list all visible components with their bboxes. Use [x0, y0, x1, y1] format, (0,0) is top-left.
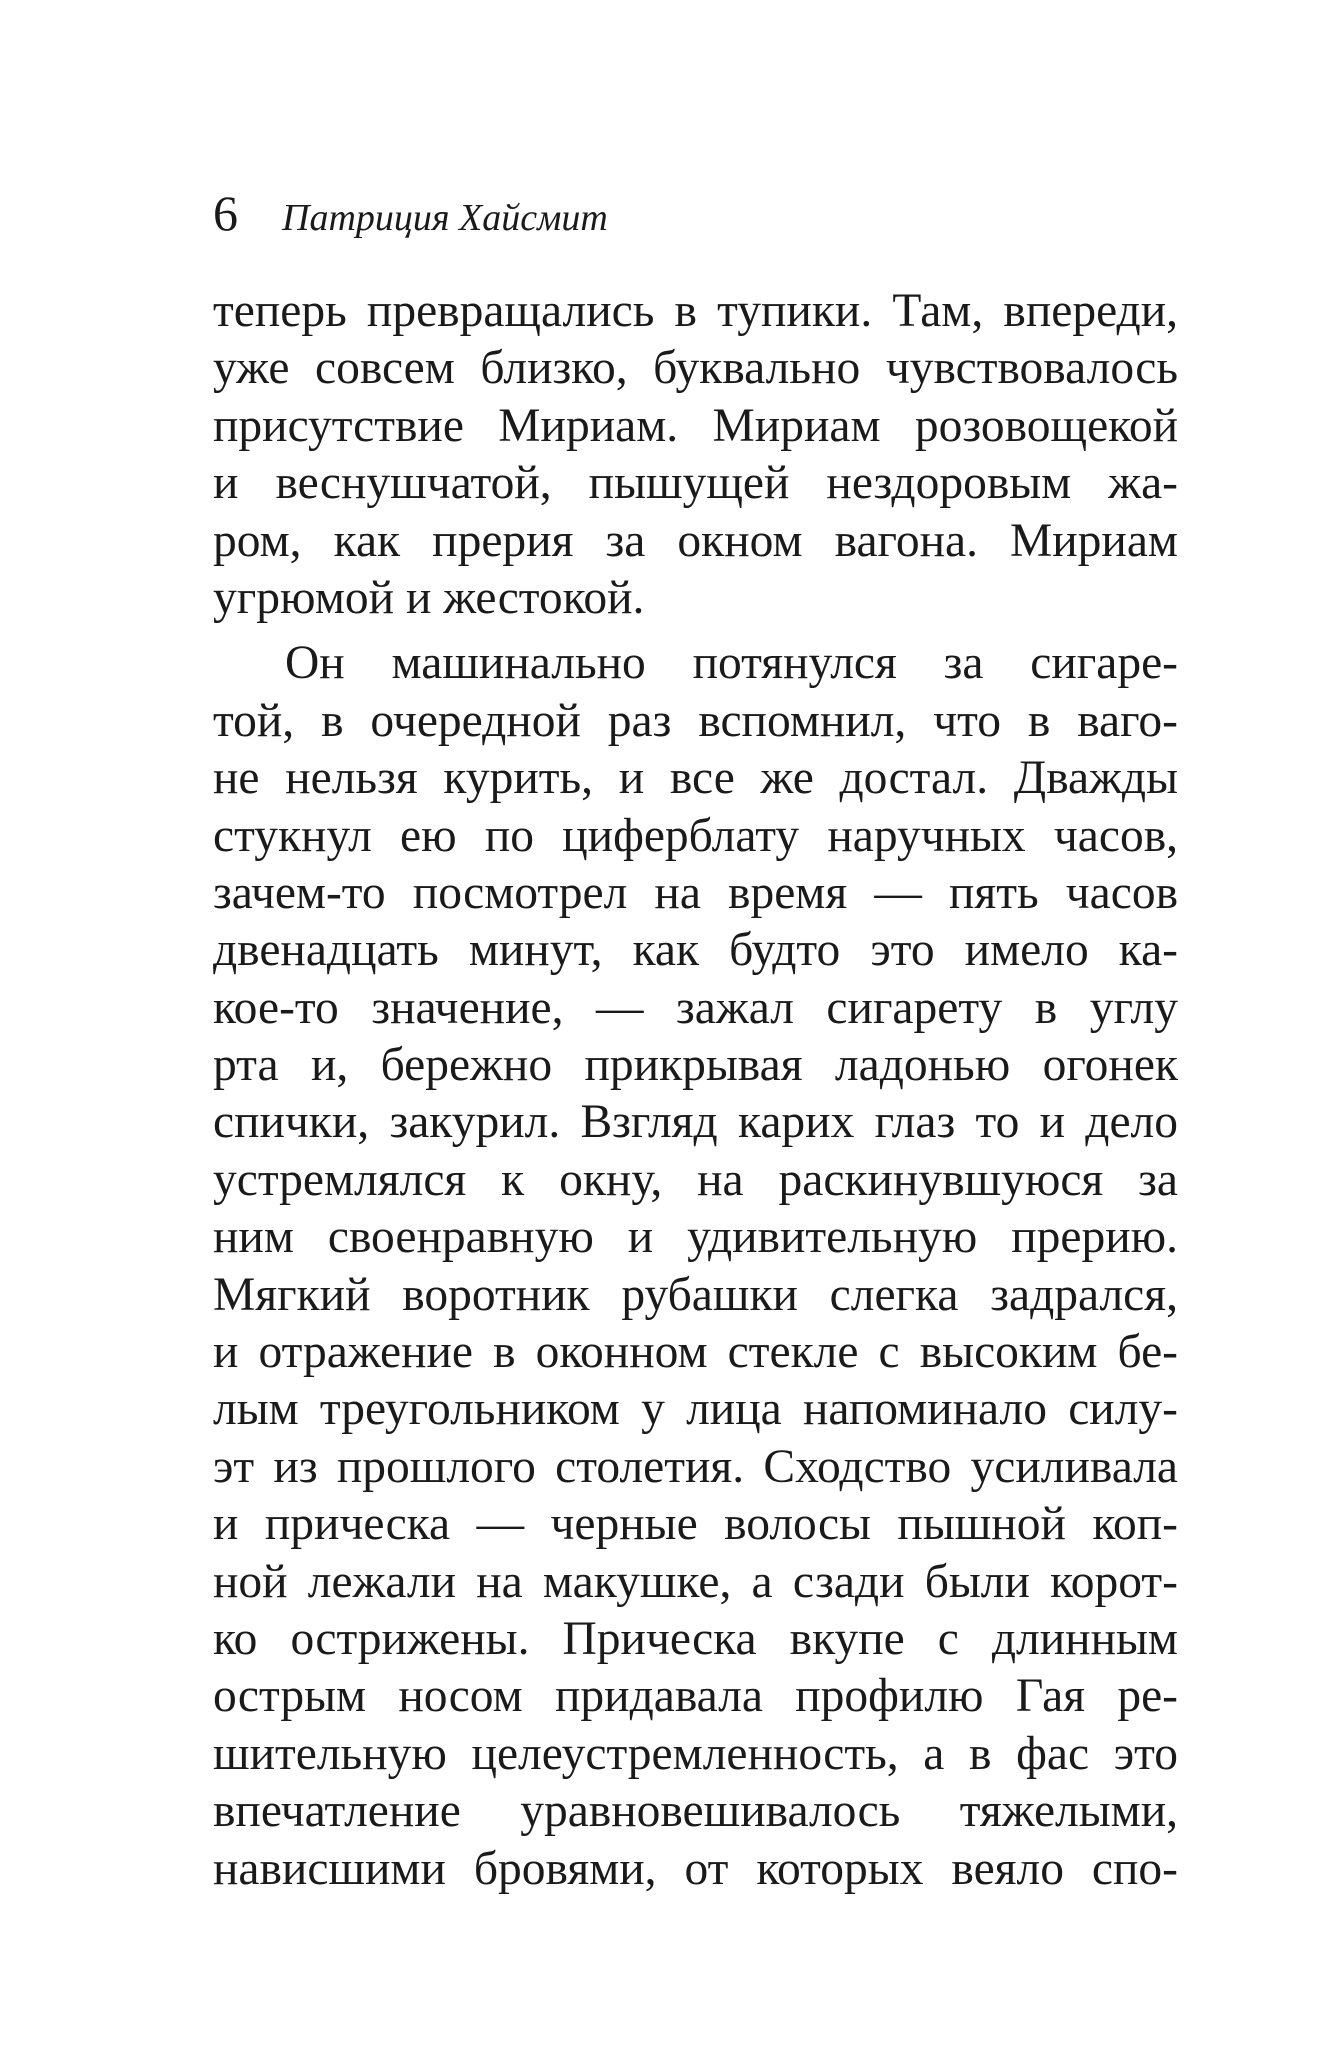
text-line: острым носом придавала профилю Гая ре-	[213, 1670, 1178, 1723]
text-line: и веснушчатой, пышущей нездоровым жа-	[213, 457, 1178, 510]
text-line: шительную целеустремленность, а в фас это	[213, 1727, 1178, 1780]
text-line: ним своенравную и удивительную прерию.	[213, 1211, 1178, 1264]
text-line: кое-то значение, — зажал сигарету в углу	[213, 981, 1178, 1034]
text-line: стукнул ею по циферблату наручных часов,	[213, 809, 1178, 862]
text-line: ной лежали на макушке, а сзади были корот-	[213, 1555, 1178, 1608]
text-line: Он машинально потянулся за сигаре-	[285, 637, 1178, 690]
text-line: нависшими бровями, от которых веяло спо-	[213, 1842, 1178, 1895]
text-line: не нельзя курить, и все же достал. Дважды	[213, 752, 1178, 805]
text-line: теперь превращались в тупики. Там, впереди,	[213, 285, 1178, 337]
text-line: ром, как прерия за окном вагона. Мириам	[213, 514, 1178, 567]
text-line: двенадцать минут, как будто это имело ка-	[213, 924, 1178, 977]
text-line: Мягкий воротник рубашки слегка задрался,	[213, 1268, 1178, 1321]
page-number: 6	[213, 185, 238, 241]
text-line: угрюмой и жестокой.	[213, 571, 645, 624]
body-text	[213, 283, 1178, 1898]
text-line: той, в очередной раз вспомнил, что в ваго-	[213, 694, 1178, 747]
text-line: и прическа — черные волосы пышной коп-	[213, 1498, 1178, 1551]
text-line: рта и, бережно прикрывая ладонью огонек	[213, 1039, 1178, 1092]
text-line: впечатление уравновешивалось тяжелыми,	[213, 1785, 1178, 1838]
text-line: и отражение в оконном стекле с высоким бе-	[213, 1326, 1178, 1379]
running-head	[213, 178, 608, 248]
text-line: ко острижены. Прическа вкупе с длинным	[213, 1612, 1178, 1665]
paragraph-break	[213, 627, 1178, 635]
text-line: лым треугольником у лица напоминало силу-	[213, 1383, 1178, 1436]
text-line: эт из прошлого столетия. Сходство усиливала	[213, 1440, 1178, 1493]
text-line: зачем-то посмотрел на время — пять часов	[213, 866, 1178, 919]
text-line: устремлялся к окну, на раскинувшуюся за	[213, 1153, 1178, 1206]
text-line: присутствие Мириам. Мириам розовощекой	[213, 399, 1178, 452]
text-line: спички, закурил. Взгляд карих глаз то и дело	[213, 1096, 1178, 1149]
text-line: уже совсем близко, буквально чувствовалось	[213, 342, 1178, 395]
running-title: Патриция Хайсмит	[282, 197, 608, 239]
